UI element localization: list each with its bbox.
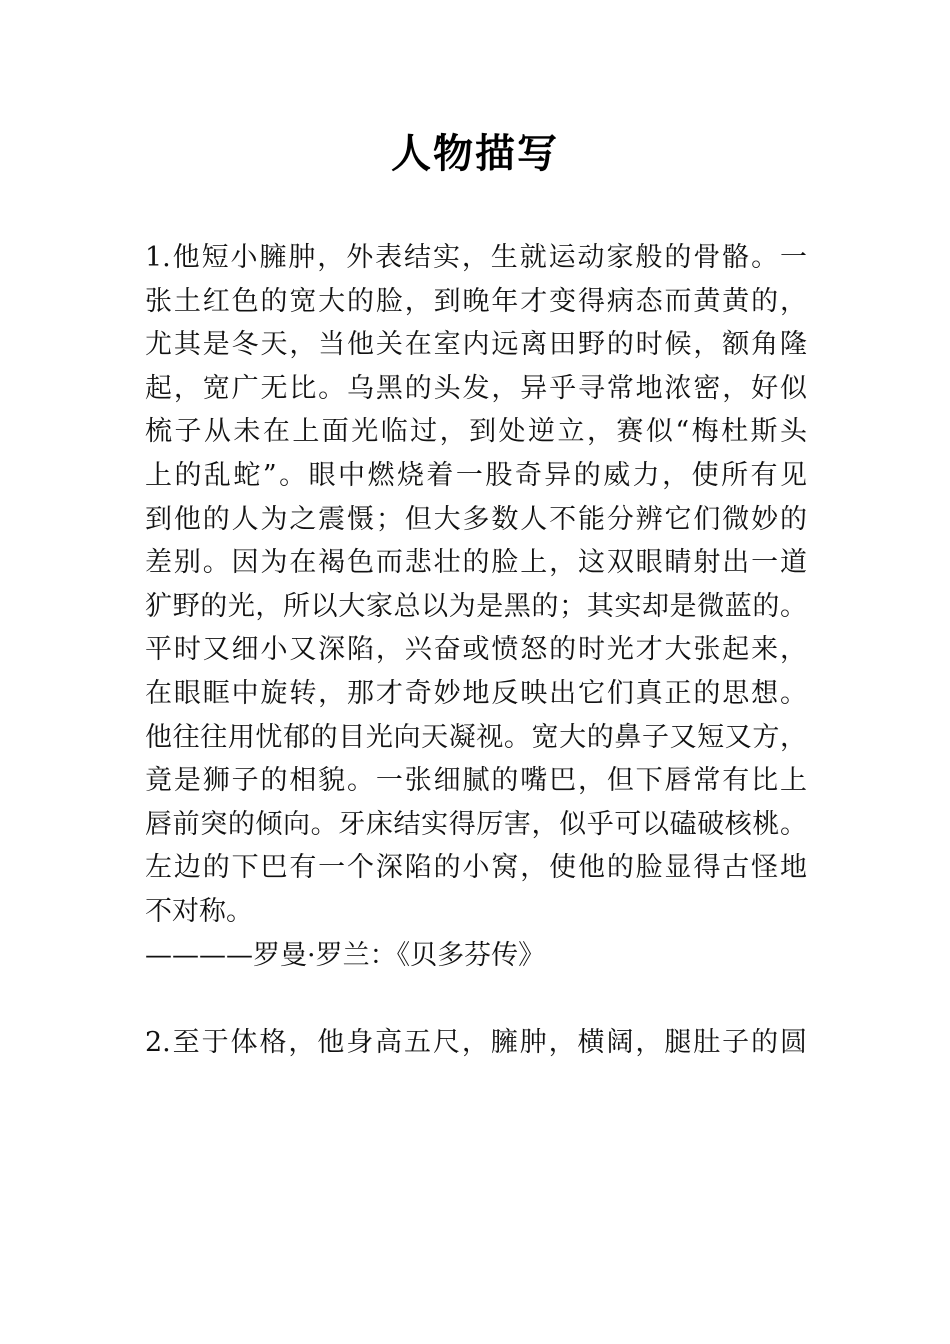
paragraph-line: 2.至于体格，他身高五尺，臃肿，横阔，腿肚子的圆: [145, 1026, 807, 1058]
paragraph-line: 唇前突的倾向。牙床结实得厉害，似乎可以磕破核桃。: [145, 808, 807, 840]
paragraph-line: 竟是狮子的相貌。一张细腻的嘴巴，但下唇常有比上: [145, 765, 807, 797]
paragraph-line: 到他的人为之震慑；但大多数人不能分辨它们微妙的: [145, 503, 807, 535]
paragraph-line: 他往往用忧郁的目光向天凝视。宽大的鼻子又短又方，: [145, 721, 807, 753]
paragraph-line: 张土红色的宽大的脸，到晚年才变得病态而黄黄的，: [145, 285, 807, 317]
paragraph-line: 差别。因为在褐色而悲壮的脸上，这双眼睛射出一道: [145, 547, 807, 579]
paragraph-line: 不对称。: [145, 895, 253, 927]
paragraph-spacer: [145, 977, 807, 1021]
document-title: 人物描写: [391, 131, 559, 177]
paragraph-line: 尤其是冬天，当他关在室内远离田野的时候，额角隆: [145, 329, 807, 361]
source-attribution: ————罗曼·罗兰：《贝多芬传》: [145, 939, 546, 971]
paragraph-line: 左边的下巴有一个深陷的小窝，使他的脸显得古怪地: [145, 852, 807, 884]
document-body: [145, 236, 807, 1064]
paragraph-line: 平时又细小又深陷，兴奋或愤怒的时光才大张起来，: [145, 634, 807, 666]
paragraph-line: 在眼眶中旋转，那才奇妙地反映出它们真正的思想。: [145, 677, 807, 709]
paragraph-line: 梳子从未在上面光临过，到处逆立，赛似“梅杜斯头: [145, 416, 807, 448]
paragraph-line: 1.他短小臃肿，外表结实，生就运动家般的骨骼。一: [145, 242, 807, 273]
paragraph-line: 上的乱蛇”。眼中燃烧着一股奇异的威力，使所有见: [145, 459, 807, 491]
paragraph-line: 起，宽广无比。乌黑的头发，异乎寻常地浓密，好似: [145, 372, 807, 404]
paragraph-line: 犷野的光，所以大家总以为是黑的；其实却是微蓝的。: [145, 590, 807, 622]
